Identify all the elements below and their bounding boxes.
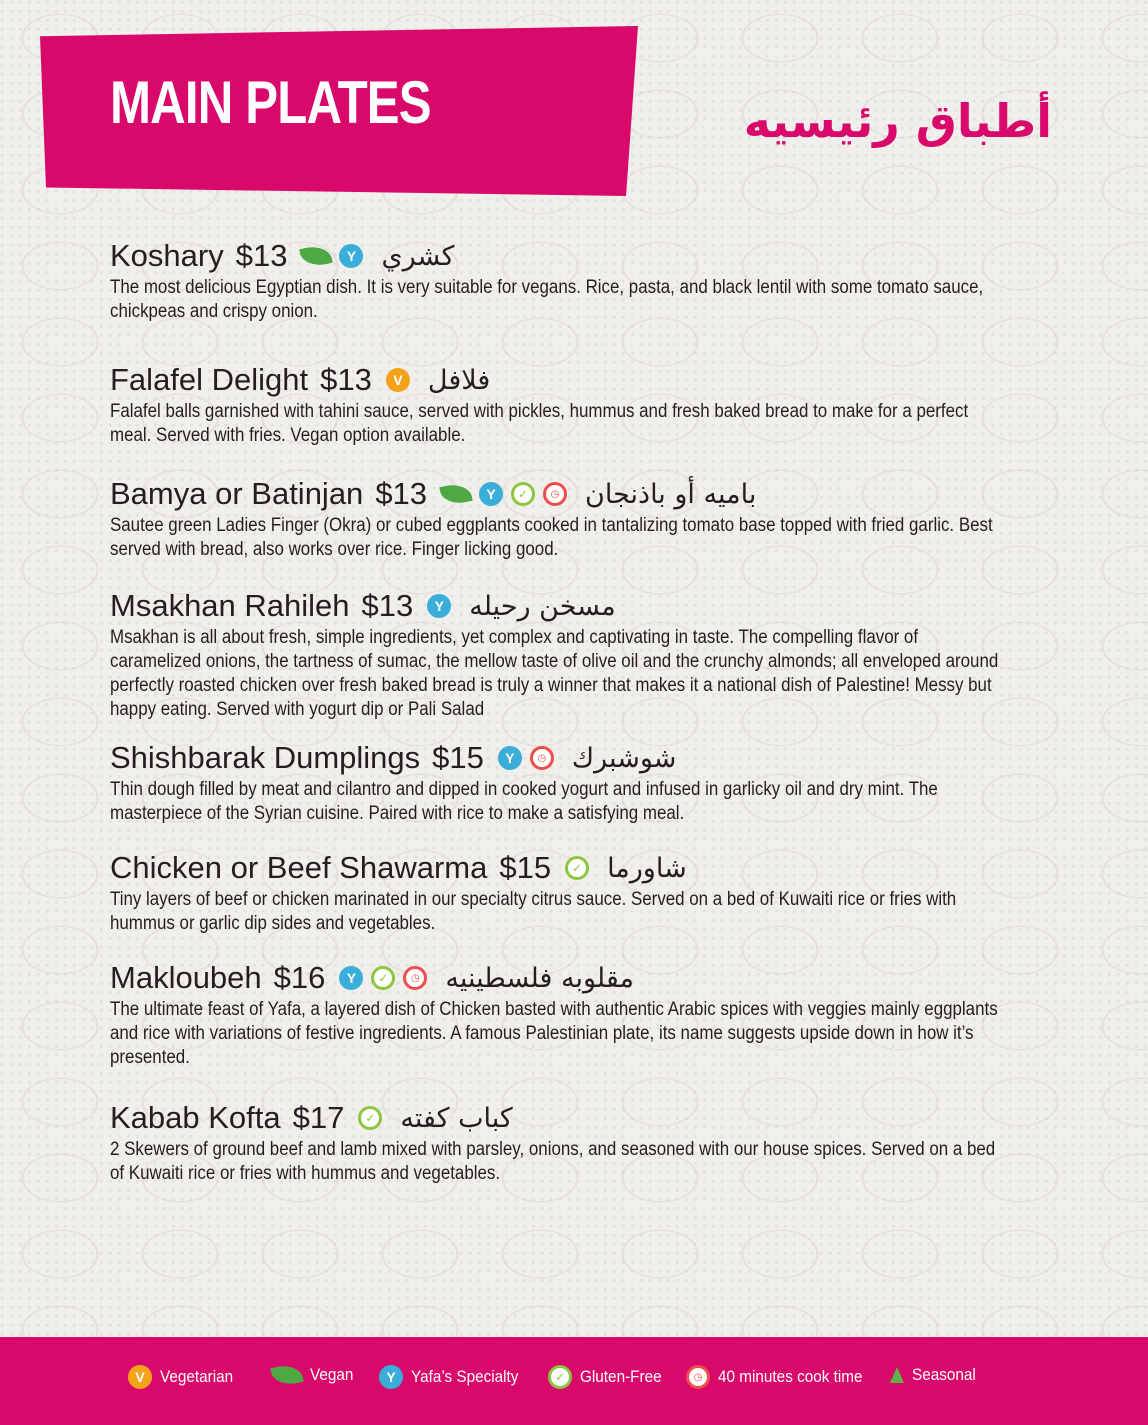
yafa-specialty-icon: Y	[479, 482, 503, 506]
vegan-icon	[270, 1362, 304, 1388]
item-price: $15	[432, 740, 484, 775]
legend-gluten-free	[548, 1365, 671, 1389]
page-title: MAIN PLATES	[110, 69, 431, 136]
item-price: $17	[292, 1100, 345, 1135]
yafa-specialty-icon: Y	[379, 1365, 403, 1389]
legend-vegetarian	[128, 1365, 241, 1389]
menu-item-makloubeh	[110, 958, 1010, 1070]
legend-label: Gluten-Free	[580, 1367, 662, 1386]
vegan-icon	[439, 481, 473, 507]
item-description: Sautee green Ladies Finger (Okra) or cubed eggplants cooked in tantalizing tomato base topped with fried garlic. Best served with bread, also works over rice. Finger licking good.	[110, 515, 993, 560]
page-title-arabic: أطباق رئيسيه	[743, 94, 1052, 148]
yafa-specialty-icon: Y	[339, 966, 363, 990]
item-name: Kabab Kofta	[110, 1100, 281, 1135]
item-price: $13	[361, 588, 414, 623]
item-name-arabic: شاورما	[607, 852, 687, 884]
legend-seasonal	[890, 1365, 983, 1385]
item-price: $13	[235, 238, 288, 273]
menu-item-kabab-kofta	[110, 1098, 1010, 1186]
menu-item-falafel	[110, 360, 1010, 448]
vegetarian-icon: V	[128, 1365, 152, 1389]
item-price: $13	[375, 476, 428, 511]
item-name: Makloubeh	[110, 960, 262, 995]
gluten-free-icon: ✓	[511, 482, 535, 506]
item-description: 2 Skewers of ground beef and lamb mixed with parsley, onions, and seasoned with our house spices. Served on a bed of Kuwaiti rice or fries with hummus and vegetables.	[110, 1139, 996, 1184]
item-description: Msakhan is all about fresh, simple ingredients, yet complex and captivating in taste. The compelling flavor of caramelized onions, the tartness of sumac, the mellow taste of olive oil and the crunchy almonds; all enveloped around perfectly roasted chicken over fresh baked bread is truly a winner that makes it a national dish of Palestine! Messy but happy eating. Served with yogurt dip or Pali Salad	[110, 627, 999, 720]
item-description: Tiny layers of beef or chicken marinated in our specialty citrus sauce. Served on a bed of Kuwaiti rice or fries with hummus or garlic dip sides and vegetables.	[110, 889, 957, 934]
legend-cook-time	[686, 1365, 879, 1389]
yafa-specialty-icon: Y	[498, 746, 522, 770]
item-name-arabic: مقلوبه فلسطينيه	[445, 962, 634, 994]
gluten-free-icon: ✓	[371, 966, 395, 990]
item-name-arabic: كشري	[381, 240, 455, 272]
seasonal-icon	[890, 1367, 904, 1383]
legend-vegan	[272, 1365, 358, 1385]
legend-label: 40 minutes cook time	[718, 1367, 863, 1386]
yafa-specialty-icon: Y	[339, 244, 363, 268]
cook-time-icon: ◷	[686, 1365, 710, 1389]
item-name-arabic: كباب كفته	[400, 1102, 513, 1134]
item-price: $13	[320, 362, 372, 397]
legend-label: Seasonal	[912, 1365, 976, 1384]
item-name: Chicken or Beef Shawarma	[110, 850, 488, 885]
item-price: $16	[273, 960, 326, 995]
item-name: Msakhan Rahileh	[110, 588, 350, 623]
legend-label: Yafa’s Specialty	[411, 1367, 519, 1386]
item-description: The ultimate feast of Yafa, a layered dish of Chicken basted with authentic Arabic spices with veggies mainly eggplants and rice with variations of festive ingredients. A famous Palestinian plate, its name suggests upside down in how it’s presented.	[110, 999, 998, 1068]
item-description: The most delicious Egyptian dish. It is very suitable for vegans. Rice, pasta, and black lentil with some tomato sauce, chickpeas and crispy onion.	[110, 277, 984, 322]
item-name: Falafel Delight	[110, 362, 309, 397]
cook-time-icon: ◷	[403, 966, 427, 990]
item-name: Koshary	[110, 238, 224, 273]
item-description: Thin dough filled by meat and cilantro and dipped in cooked yogurt and infused in garlicky oil and dry mint. The masterpiece of the Syrian cuisine. Paired with rice to make a satisfying meal.	[110, 779, 938, 824]
legend-footer	[0, 1337, 1148, 1425]
item-name-arabic: مسخن رحيله	[469, 590, 616, 622]
vegan-icon	[300, 243, 334, 269]
item-name-arabic: فلافل	[427, 364, 491, 396]
vegetarian-icon: V	[386, 368, 410, 392]
menu-item-koshary	[110, 236, 1010, 324]
gluten-free-icon: ✓	[565, 856, 589, 880]
legend-label: Vegetarian	[160, 1367, 234, 1386]
menu-item-msakhan	[110, 586, 1010, 722]
gluten-free-icon: ✓	[548, 1365, 572, 1389]
yafa-specialty-icon: Y	[427, 594, 451, 618]
item-price: $15	[499, 850, 552, 885]
cook-time-icon: ◷	[530, 746, 554, 770]
item-description: Falafel balls garnished with tahini sauce, served with pickles, hummus and fresh baked bread to make for a perfect meal. Served with fries. Vegan option available.	[110, 401, 969, 446]
gluten-free-icon: ✓	[358, 1106, 382, 1130]
legend-yafa-specialty	[379, 1365, 530, 1389]
legend-label: Vegan	[310, 1365, 354, 1384]
item-name: Bamya or Batinjan	[110, 476, 364, 511]
item-name-arabic: باميه أو باذنجان	[585, 478, 757, 510]
cook-time-icon: ◷	[543, 482, 567, 506]
item-name: Shishbarak Dumplings	[110, 740, 421, 775]
menu-item-shawarma	[110, 848, 1010, 936]
item-name-arabic: شوشبرك	[571, 742, 677, 774]
menu-item-bamya	[110, 474, 1010, 562]
menu-item-shishbarak	[110, 738, 1010, 826]
